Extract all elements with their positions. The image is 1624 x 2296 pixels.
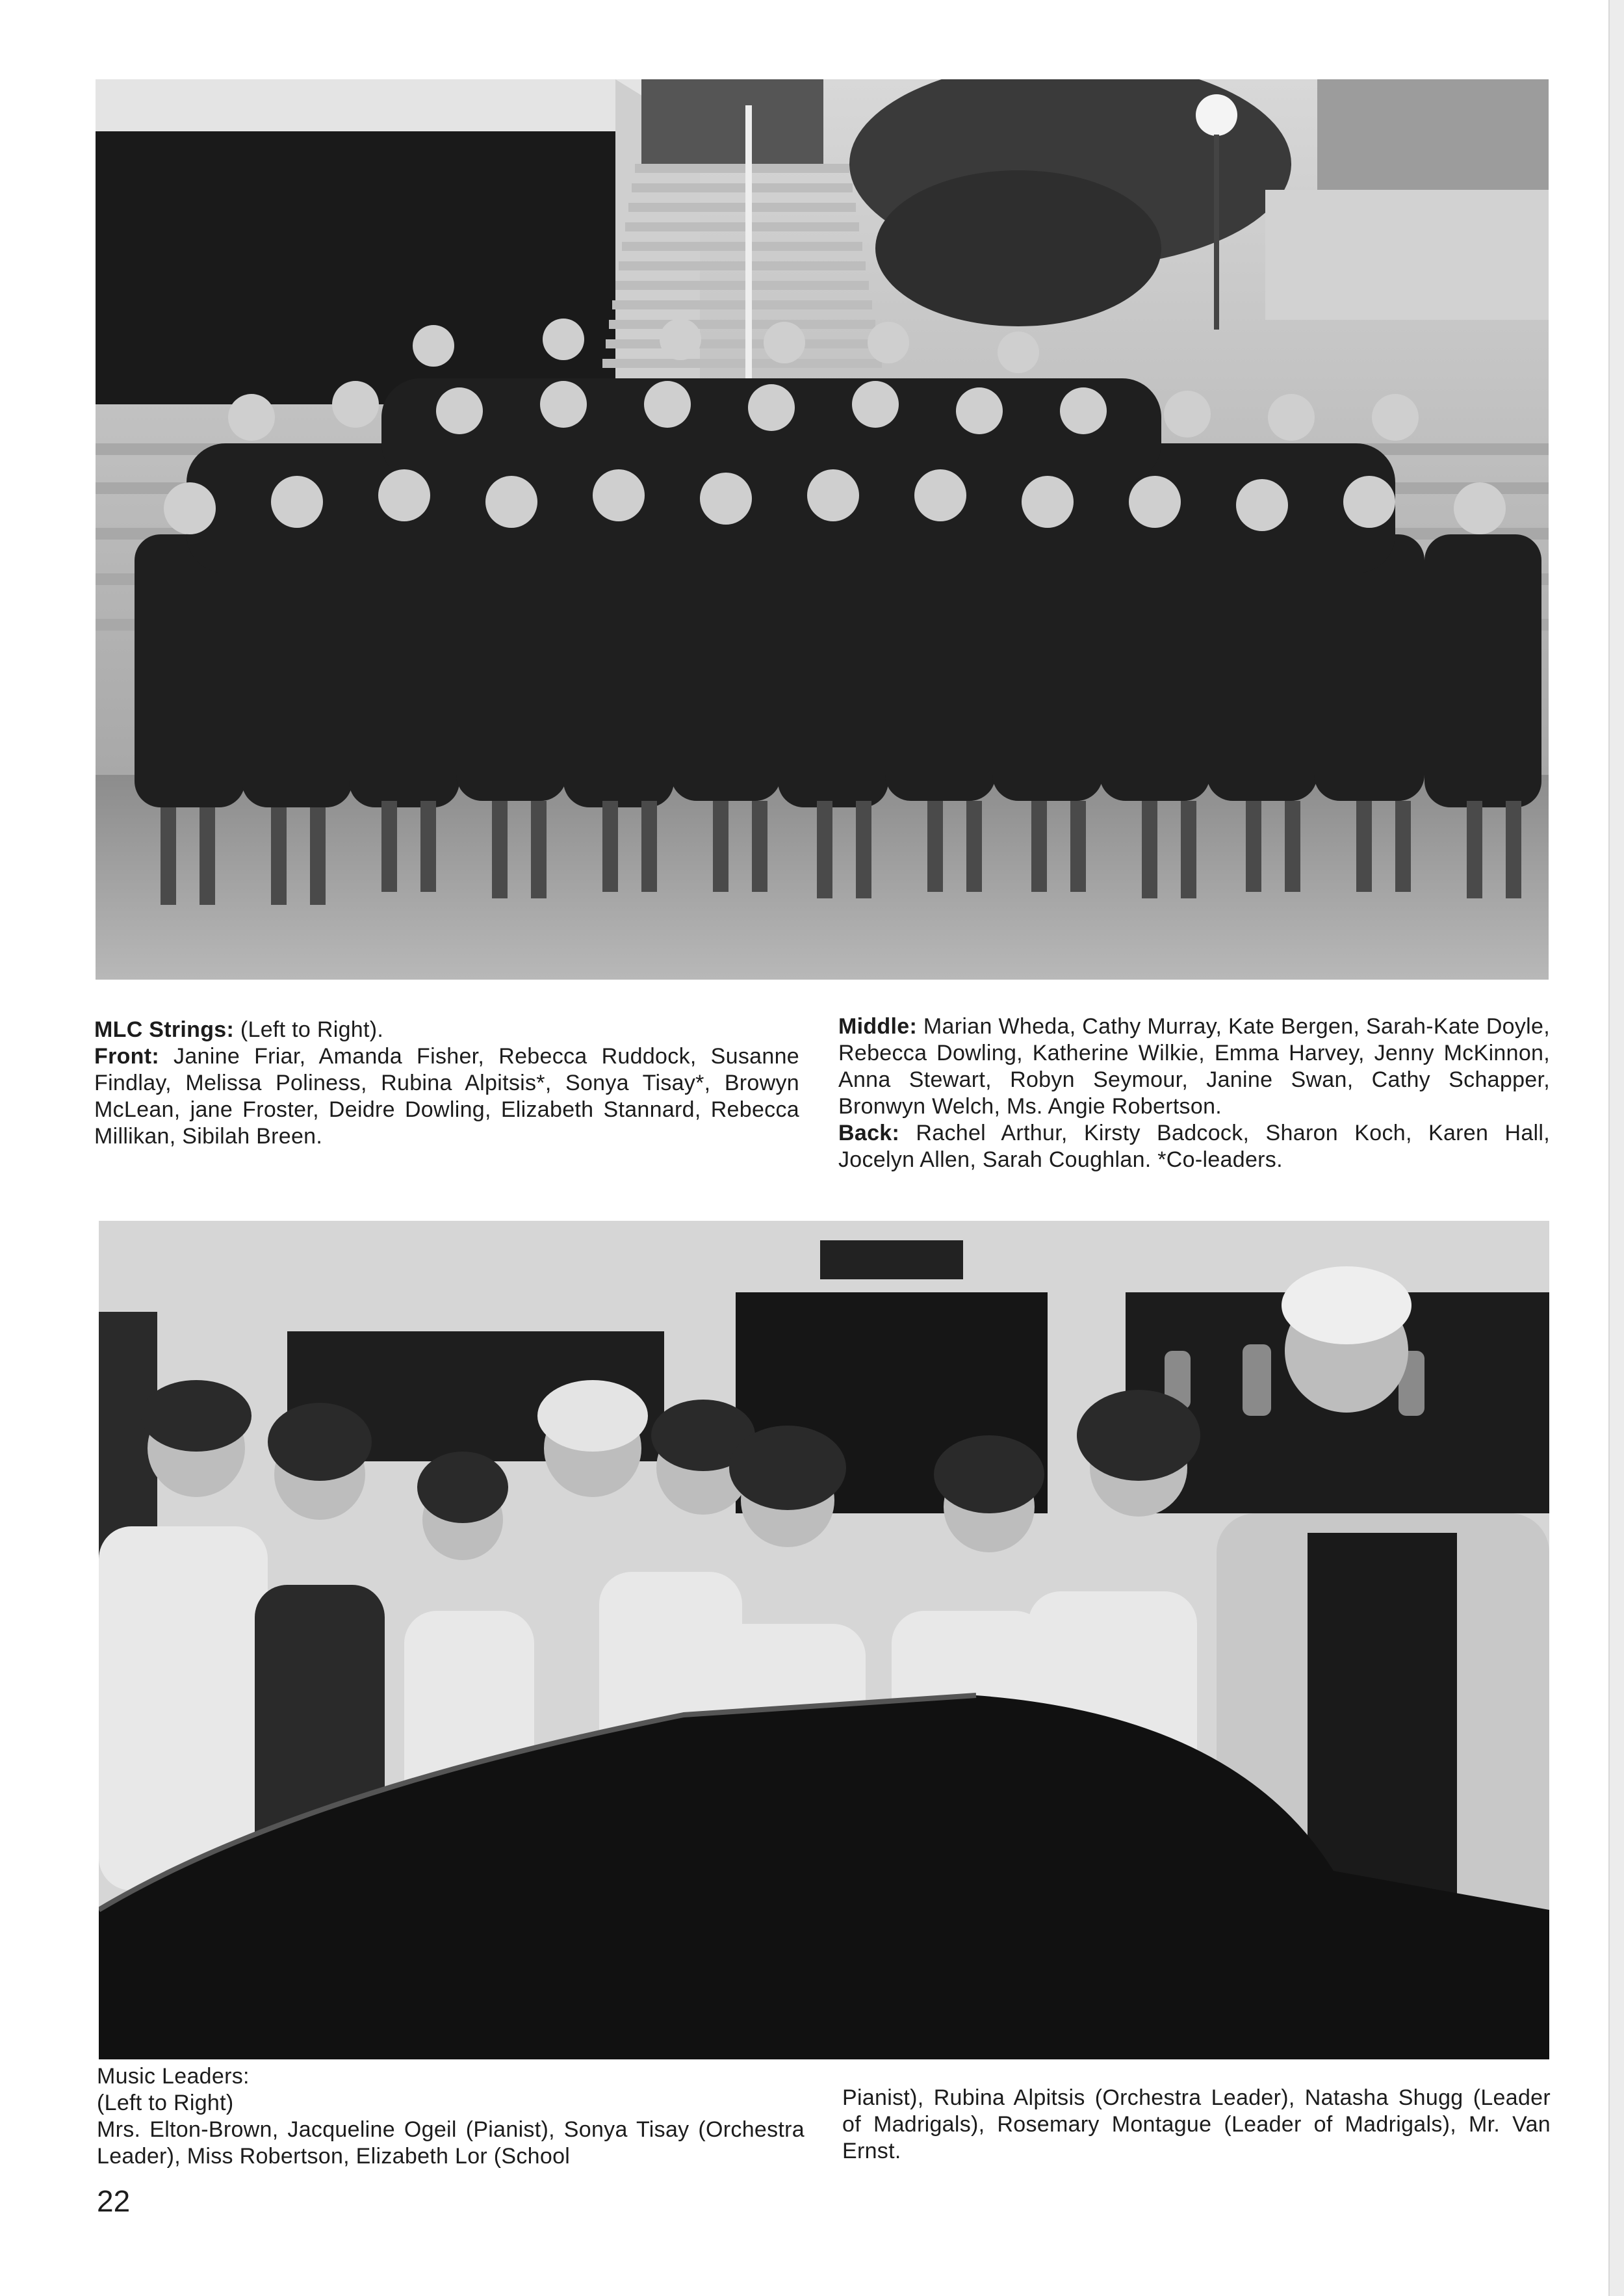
strings-photo-image	[96, 79, 1549, 980]
front-row-label: Front:	[94, 1044, 159, 1069]
page-number: 22	[97, 2184, 131, 2218]
leaders-photo-image	[99, 1221, 1549, 2059]
strings-caption-left	[94, 1017, 799, 1150]
leaders-names-part1: Mrs. Elton-Brown, Jacqueline Ogeil (Pianist), Sonya Tisay (Orchestra Leader), Miss Robertson, Elizabeth Lor (School	[97, 2117, 805, 2169]
leaders-caption-heading: Music Leaders:	[97, 2064, 250, 2089]
back-row-names: Rachel Arthur, Kirsty Badcock, Sharon Koch, Karen Hall, Jocelyn Allen, Sarah Coughlan. *Co-leaders.	[838, 1121, 1550, 1172]
leaders-names-part2: Pianist), Rubina Alpitsis (Orchestra Leader), Natasha Shugg (Leader of Madrigals), Rosemary Montague (Leader of Madrigals), Mr. Van Ernst.	[842, 2085, 1551, 2163]
middle-row-label: Middle:	[838, 1014, 918, 1039]
leaders-caption-right	[842, 2085, 1551, 2165]
leaders-caption-left	[97, 2063, 805, 2170]
back-row-label: Back:	[838, 1121, 900, 1145]
front-row-names: Janine Friar, Amanda Fisher, Rebecca Ruddock, Susanne Findlay, Melissa Poliness, Rubina Alpitsis*, Sonya Tisay*, Browyn McLean, jane Froster, Deidre Dowling, Elizabeth Stannard, Rebecca Millikan, Sibilah Breen.	[94, 1044, 799, 1149]
page-edge	[1608, 0, 1624, 2296]
middle-row-names: Marian Wheda, Cathy Murray, Kate Bergen, Sarah-Kate Doyle, Rebecca Dowling, Katherine Wilkie, Emma Harvey, Jenny McKinnon, Anna Stewart, Robyn Seymour, Janine Swan, Cathy Schapper, Bronwyn Welch, Ms. Angie Robertson.	[838, 1014, 1550, 1119]
strings-caption-heading: MLC Strings:	[94, 1017, 235, 1042]
strings-caption-right	[838, 1013, 1550, 1173]
leaders-caption-order: (Left to Right)	[97, 2091, 234, 2115]
strings-caption-heading-rest: (Left to Right).	[240, 1017, 384, 1042]
music-leaders-photo	[99, 1221, 1549, 2059]
strings-group-photo	[96, 79, 1549, 980]
